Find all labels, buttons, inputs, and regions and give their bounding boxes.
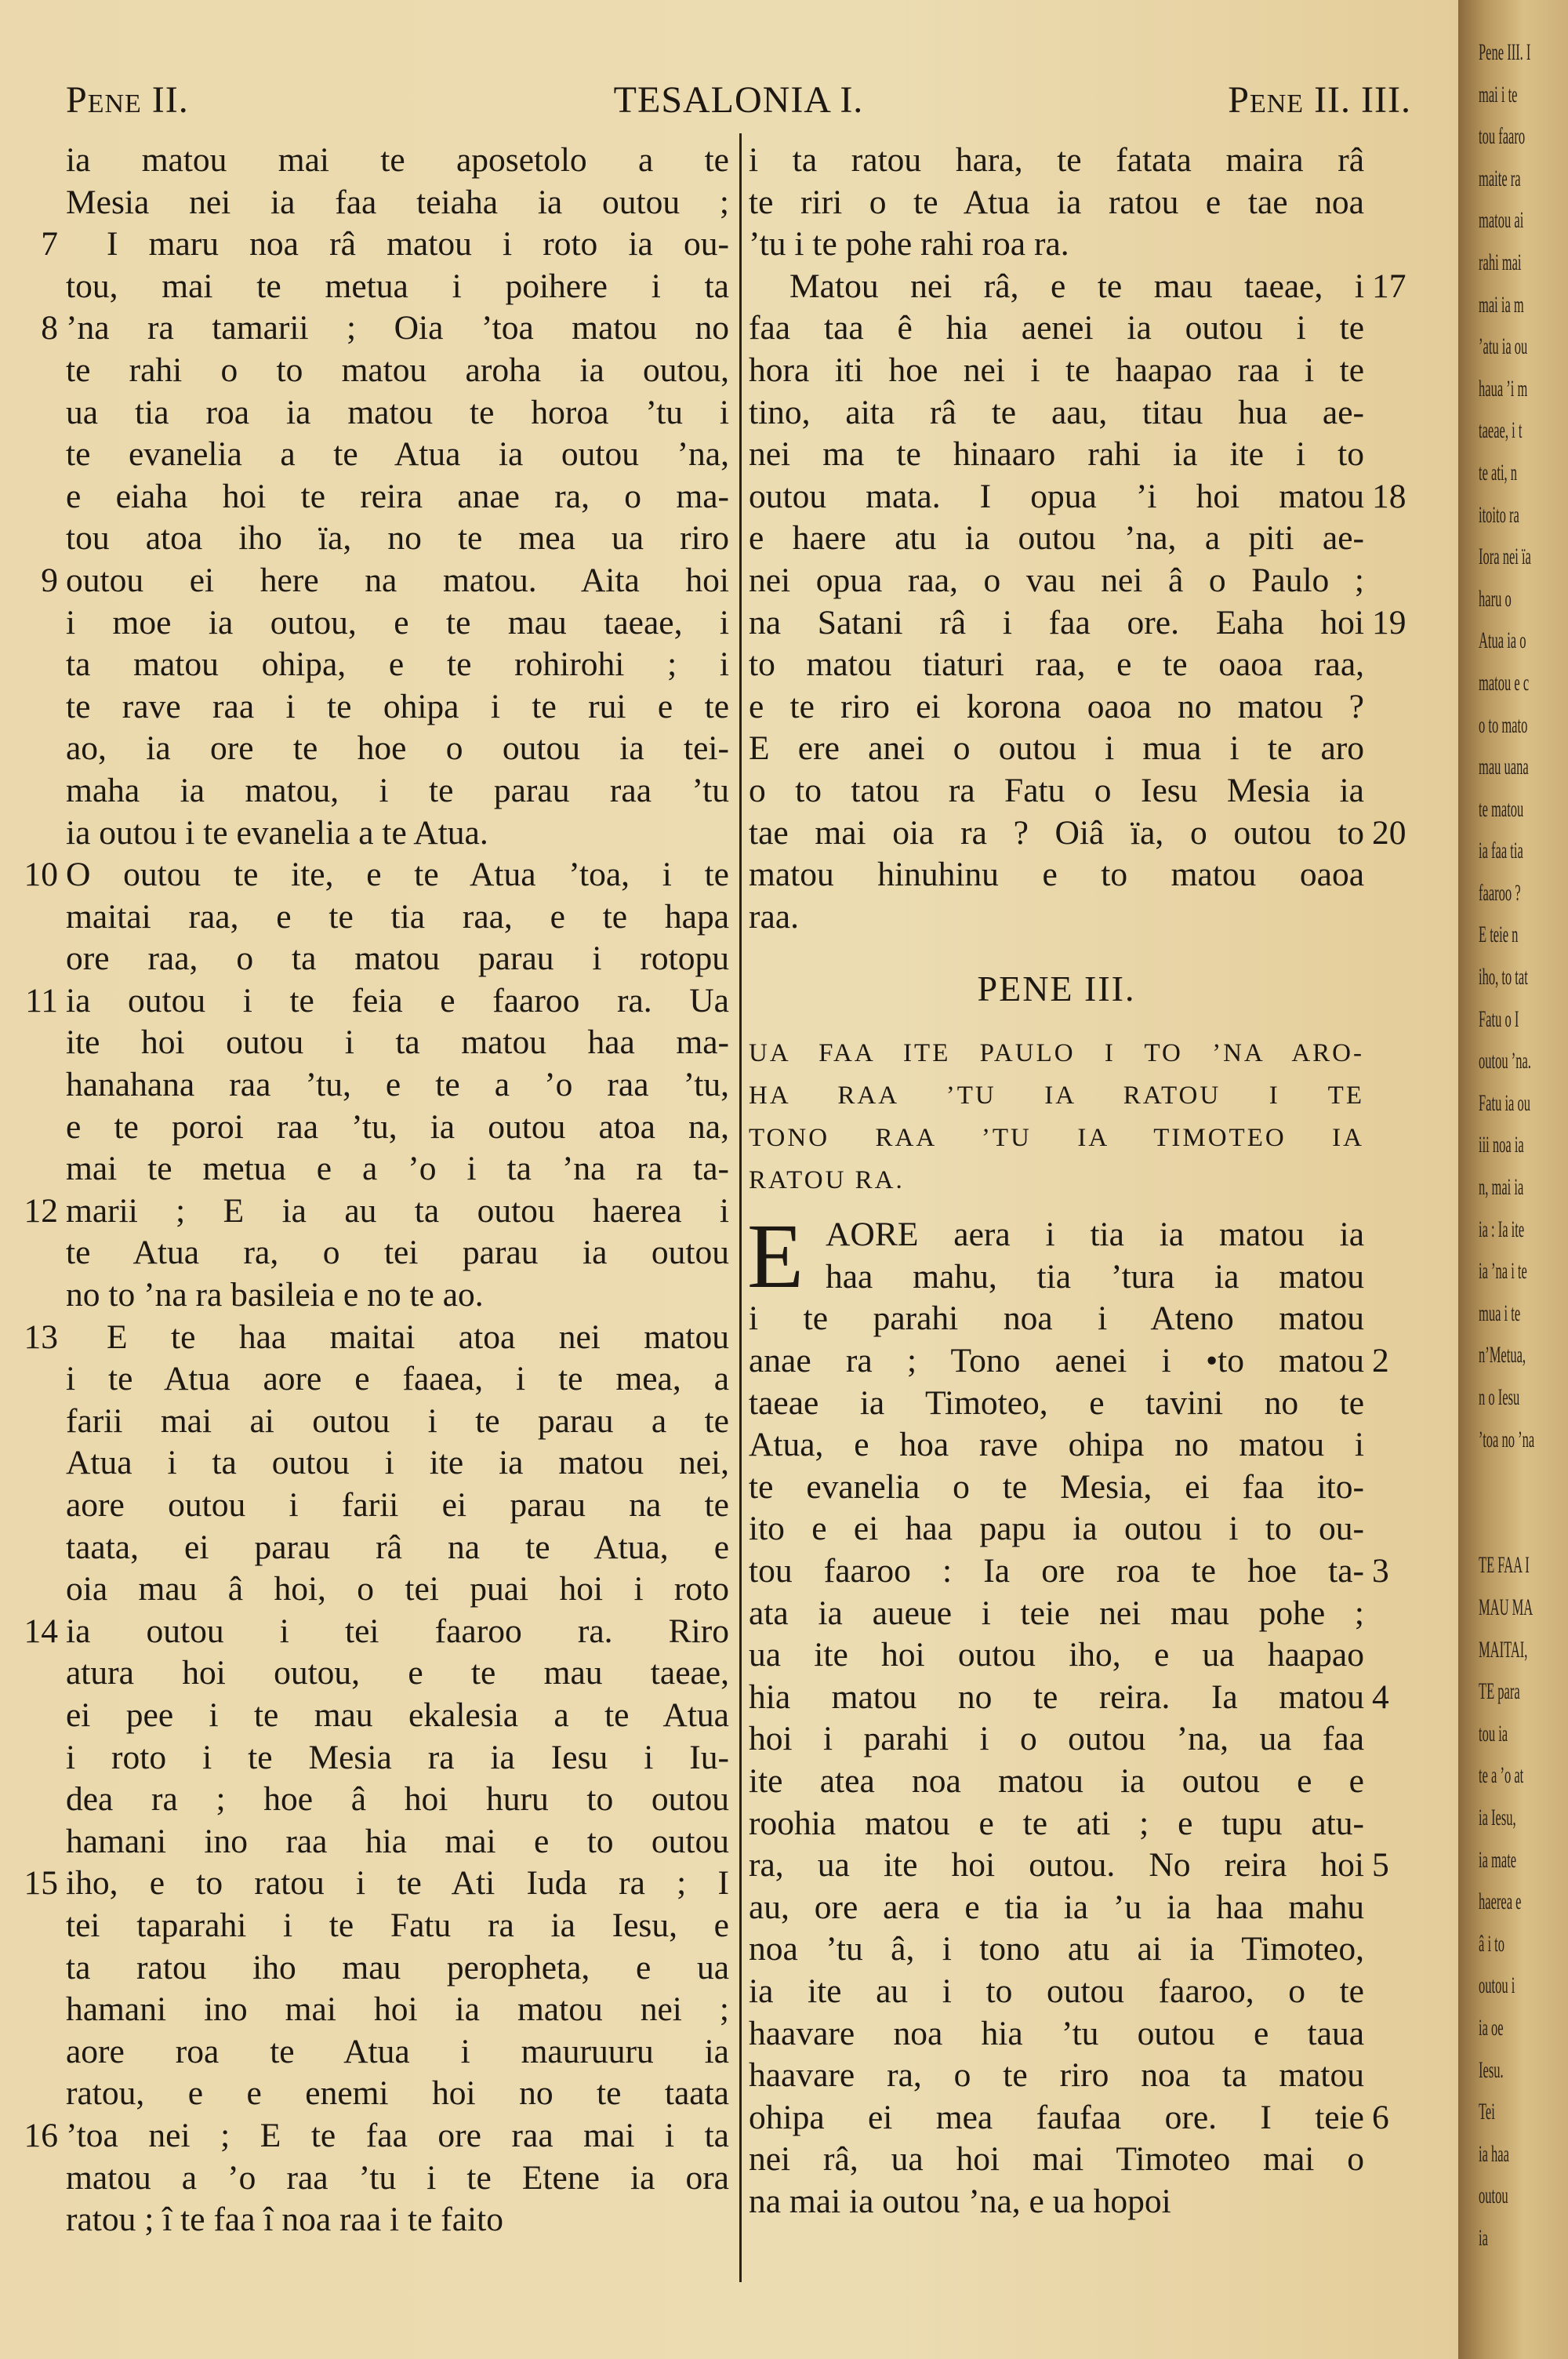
text-line xyxy=(66,2199,729,2241)
text-line xyxy=(66,686,729,729)
text-line xyxy=(66,2031,729,2074)
verse-text: oia mau â hoi, o tei puai hoi i roto xyxy=(66,1570,729,1608)
fragment-line: tou faaro xyxy=(1479,123,1526,150)
verse-text: e haere atu ia outou ’na, a piti ae- xyxy=(749,519,1364,558)
text-line xyxy=(749,1718,1364,1761)
fragment-line: Tei xyxy=(1479,2099,1495,2125)
text-line xyxy=(66,1821,729,1863)
verse-text: hora iti hoe nei i te haapao raa i te xyxy=(749,351,1364,389)
verse-text: ata ia aueue i teie nei mau pohe ; xyxy=(749,1594,1364,1632)
verse-text: roohia matou e te ati ; e tupu atu- xyxy=(749,1804,1364,1842)
summary-line: UA FAA ITE PAULO I TO ’NA ARO- xyxy=(749,1039,1364,1068)
verse-text: te evanelia a te Atua ia outou ’na, xyxy=(66,435,729,474)
text-line xyxy=(749,392,1364,434)
text-line xyxy=(66,602,729,645)
text-line xyxy=(66,896,729,939)
verse-text: O outou te ite, e te Atua ’toa, i te xyxy=(66,856,729,894)
verse-text: anae ra ; Tono aenei i •to matou xyxy=(749,1342,1364,1380)
verse-text: ito e ei haa papu ia outou i to ou- xyxy=(749,1510,1364,1548)
verse-text: te rave raa i te ohipa i te rui e te xyxy=(66,687,729,725)
verse-text: Mesia nei ia faa teiaha ia outou ; xyxy=(66,183,729,221)
verse-text: to matou tiaturi raa, e te oaoa raa, xyxy=(749,645,1364,684)
text-line xyxy=(749,2055,1364,2097)
left-column xyxy=(24,140,729,2241)
text-line xyxy=(749,1467,1364,1509)
verse-text: nei râ, ua hoi mai Timoteo mai o xyxy=(749,2140,1364,2179)
text-line xyxy=(66,518,729,560)
text-line xyxy=(66,476,729,518)
text-line xyxy=(749,266,1406,308)
verse-number: 13 xyxy=(24,1318,58,1356)
verse-number: 4 xyxy=(1372,1677,1389,1716)
running-header xyxy=(66,78,1411,125)
text-line xyxy=(66,350,729,392)
text-line xyxy=(66,1022,729,1064)
verse-text: i roto i te Mesia ra ia Iesu i Iu- xyxy=(66,1738,729,1776)
text-line xyxy=(66,1485,729,1527)
verse-text: haavare ra, o te riro noa ta matou xyxy=(749,2056,1364,2095)
fragment-line: matou e c xyxy=(1479,669,1530,696)
fragment-line: ’toa no ’na xyxy=(1479,1426,1535,1452)
verse-text: hia matou no te reira. Ia matou xyxy=(749,1677,1364,1716)
verse-number: 17 xyxy=(1372,267,1406,305)
text-line xyxy=(66,1401,729,1443)
verse-text: e te riro ei korona oaoa no matou ? xyxy=(749,687,1364,725)
verse-text: ’toa nei ; E te faa ore raa mai i ta xyxy=(66,2116,729,2154)
text-line xyxy=(66,728,729,770)
verse-text: tino, aita râ te aau, titau hua ae- xyxy=(749,393,1364,431)
verse-text: ua tia roa ia matou te horoa ’tu i xyxy=(66,393,729,431)
text-line xyxy=(66,1232,729,1274)
verse-number: 16 xyxy=(24,2116,58,2154)
chapter-3-opening xyxy=(747,1205,1364,1308)
text-line xyxy=(66,2157,729,2200)
fragment-line: iii noa ia xyxy=(1479,1132,1524,1158)
text-line: haa mahu, tia ’tura ia matou xyxy=(826,1257,1364,1296)
fragment-line: Fatu ia ou xyxy=(1479,1089,1530,1116)
fragment-line: te ati, n xyxy=(1479,459,1518,485)
header-book-title: TESALONIA I. xyxy=(613,79,864,121)
text-line xyxy=(749,518,1364,560)
verse-text: Matou nei râ, e te mau taeae, i xyxy=(789,267,1364,305)
verse-number: 5 xyxy=(1372,1846,1389,1885)
fragment-line xyxy=(1479,1460,1535,1503)
fragment-line: Iesu. xyxy=(1479,2056,1504,2083)
verse-number: 10 xyxy=(24,856,58,894)
verse-text: E ere anei o outou i mua i te aro xyxy=(749,729,1364,768)
verse-text: maitai raa, e te tia raa, e te hapa xyxy=(66,897,729,936)
verse-text: ore raa, o ta matou parau i rotopu xyxy=(66,940,729,978)
verse-text: ite hoi outou i ta matou haa ma- xyxy=(66,1023,729,1062)
verse-number: 20 xyxy=(1372,813,1406,852)
drop-cap-letter: E xyxy=(747,1205,804,1308)
verse-text: na mai ia outou ’na, e ua hopoi xyxy=(749,2182,1171,2220)
text-line xyxy=(749,1340,1389,1383)
verse-text: te evanelia o te Mesia, ei faa ito- xyxy=(749,1467,1364,1506)
text-line xyxy=(66,266,729,308)
verse-text: ta matou ohipa, e te rohirohi ; i xyxy=(66,645,729,684)
text-line xyxy=(24,1317,729,1359)
verse-number: 11 xyxy=(25,981,58,1020)
summary-line: TONO RAA ’TU IA TIMOTEO IA xyxy=(749,1124,1364,1153)
text-line xyxy=(41,224,729,266)
text-line xyxy=(749,350,1364,392)
text-line xyxy=(749,1845,1389,1887)
text-line xyxy=(749,1550,1389,1593)
verse-text: tou faaroo : Ia ore roa te hoe ta- xyxy=(749,1552,1364,1590)
verse-text: Atua, e hoa rave ohipa no matou i xyxy=(749,1426,1364,1464)
verse-text: e te poroi raa ’tu, ia outou atoa na, xyxy=(66,1107,729,1146)
text-line xyxy=(749,602,1406,645)
verse-text: tei taparahi i te Fatu ra ia Iesu, e xyxy=(66,1906,729,1944)
text-line xyxy=(749,434,1364,476)
text-line xyxy=(749,182,1364,224)
text-line xyxy=(41,307,729,350)
fragment-line: maite ra xyxy=(1479,165,1521,191)
verse-number: 14 xyxy=(24,1612,58,1650)
text-line xyxy=(66,434,729,476)
verse-number: 19 xyxy=(1372,603,1406,642)
fragment-line: outou i xyxy=(1479,1972,1515,1999)
fragment-line: faaroo ? xyxy=(1479,879,1521,906)
verse-text: iho, e to ratou i te Ati Iuda ra ; I xyxy=(66,1864,729,1903)
verse-text: tae mai oia ra ? Oiâ ïa, o outou to xyxy=(749,813,1364,852)
next-page-edge xyxy=(1458,0,1568,2359)
verse-number: 8 xyxy=(41,309,58,347)
fragment-line: Fatu o I xyxy=(1479,1005,1519,1032)
verse-text: ’tu i te pohe rahi roa ra. xyxy=(749,225,1069,264)
fragment-line: iho, to tat xyxy=(1479,964,1528,990)
text-line xyxy=(749,896,1364,939)
fragment-line: ia haa xyxy=(1479,2140,1509,2167)
text-line xyxy=(66,392,729,434)
text-line: AORE aera i tia ia matou ia xyxy=(826,1216,1364,1254)
verse-text: o to tatou ra Fatu o Iesu Mesia ia xyxy=(749,771,1364,809)
text-line xyxy=(749,1298,1364,1340)
verse-text: ia outou i te evanelia a te Atua. xyxy=(66,813,488,852)
verse-text: i te Atua aore e faaea, i te mea, a xyxy=(66,1360,729,1398)
verse-text: i te parahi noa i Ateno matou xyxy=(749,1299,1364,1338)
verse-text: E te haa maitai atoa nei matou xyxy=(107,1318,729,1356)
verse-text: ia ite au i to outou faaroo, o te xyxy=(749,1972,1364,2010)
fragment-line: haerea e xyxy=(1479,1888,1522,1915)
header-chapter-right: Pene II. III. xyxy=(1228,79,1411,121)
column-divider xyxy=(739,133,742,2282)
fragment-line: itoito ra xyxy=(1479,501,1519,528)
text-line xyxy=(749,644,1364,686)
fragment-line: taeae, i t xyxy=(1479,417,1523,444)
fragment-line: rahi mai xyxy=(1479,249,1522,275)
verse-number: 6 xyxy=(1372,2098,1389,2136)
text-line xyxy=(66,1527,729,1569)
verse-text: outou ei here na matou. Aita hoi xyxy=(66,561,729,599)
text-line xyxy=(66,1737,729,1779)
fragment-line: ’atu ia ou xyxy=(1479,333,1528,360)
text-line xyxy=(749,1803,1364,1845)
fragment-line: mau uana xyxy=(1479,754,1529,780)
fragment-line: o to mato xyxy=(1479,711,1528,738)
text-line xyxy=(66,1652,729,1695)
text-line xyxy=(749,686,1364,729)
verse-text: farii mai ai outou i te parau a te xyxy=(66,1401,729,1440)
verse-text: ratou, e e enemi hoi no te taata xyxy=(66,2074,729,2113)
verse-text: outou mata. I opua ’i hoi matou xyxy=(749,477,1364,515)
text-line xyxy=(66,1064,729,1107)
verse-text: atura hoi outou, e te mau taeae, xyxy=(66,1654,729,1692)
fragment-line: â i to xyxy=(1479,1930,1504,1957)
verse-text: no to ’na ra basileia e no te ao. xyxy=(66,1276,484,1314)
fragment-line: MAU MA xyxy=(1479,1594,1534,1620)
next-page-fragment xyxy=(1479,31,1535,2301)
verse-text: hoi i parahi i o outou ’na, ua faa xyxy=(749,1720,1364,1758)
verse-text: ratou ; î te faa î noa raa i te faito xyxy=(66,2201,503,2239)
verse-text: aore roa te Atua i mauruuru ia xyxy=(66,2032,729,2070)
chapter-3-title: PENE III. xyxy=(977,969,1136,1009)
verse-text: ia matou mai te aposetolo a te xyxy=(66,141,729,179)
verse-text: nei ma te hinaaro rahi ia ite i to xyxy=(749,435,1364,474)
fragment-line: ia xyxy=(1479,2224,1488,2251)
text-line xyxy=(66,812,729,855)
verse-text: ta ratou iho mau peropheta, e ua xyxy=(66,1948,729,1986)
verse-text: nei opua raa, o vau nei â o Paulo ; xyxy=(749,561,1364,599)
verse-text: i ta ratou hara, te fatata maira râ xyxy=(749,141,1364,179)
verse-number: 7 xyxy=(41,225,58,264)
fragment-line: ia : Ia ite xyxy=(1479,1216,1525,1242)
text-line xyxy=(749,2013,1364,2055)
verse-text: haavare noa hia ’tu outou e taua xyxy=(749,2014,1364,2052)
verse-text: hamani ino mai hoi ia matou nei ; xyxy=(66,1990,729,2029)
fragment-line: MAITAI, xyxy=(1479,1636,1528,1663)
fragment-line: mai i te xyxy=(1479,81,1518,107)
text-line xyxy=(66,1905,729,1947)
text-line xyxy=(749,1887,1364,1929)
verse-text: maha ia matou, i te parau raa ’tu xyxy=(66,771,729,809)
text-line xyxy=(66,1148,729,1190)
text-line xyxy=(66,1779,729,1821)
text-line xyxy=(749,1677,1389,1719)
verse-text: taata, ei parau râ na te Atua, e xyxy=(66,1528,729,1566)
text-line xyxy=(66,1107,729,1149)
verse-text: dea ra ; hoe â hoi huru to outou xyxy=(66,1780,729,1819)
fragment-line: n, mai ia xyxy=(1479,1174,1524,1201)
verse-text: i moe ia outou, e te mau taeae, i xyxy=(66,603,729,642)
text-line xyxy=(66,1568,729,1611)
text-line xyxy=(66,644,729,686)
fragment-line: TE FAA I xyxy=(1479,1552,1530,1579)
text-line xyxy=(66,2073,729,2115)
verse-text: aore outou i farii ei parau na te xyxy=(66,1486,729,1524)
verse-text: e eiaha hoi te reira anae ra, o ma- xyxy=(66,477,729,515)
verse-number: 12 xyxy=(24,1191,58,1230)
text-line xyxy=(749,1424,1364,1467)
text-line xyxy=(749,2139,1364,2181)
fragment-line: ia oe xyxy=(1479,2014,1504,2041)
fragment-line: haua ’i m xyxy=(1479,375,1528,402)
text-line xyxy=(66,1947,729,1990)
fragment-line: ia ’na i te xyxy=(1479,1258,1527,1285)
verse-text: ua ite hoi outou iho, e ua haapao xyxy=(749,1636,1364,1674)
text-line xyxy=(749,307,1364,350)
verse-text: ’na ra tamarii ; Oia ’toa matou no xyxy=(66,309,729,347)
verse-text: au, ore aera e tia ia ’u ia haa mahu xyxy=(749,1888,1364,1926)
verse-text: ite atea noa matou ia outou e e xyxy=(749,1762,1364,1800)
verse-text: hanahana raa ’tu, e te a ’o raa ’tu, xyxy=(66,1066,729,1104)
verse-text: ohipa ei mea faufaa ore. I teie xyxy=(749,2098,1364,2136)
verse-text: raa. xyxy=(749,897,799,936)
verse-text: te rahi o to matou aroha ia outou, xyxy=(66,351,729,389)
text-line xyxy=(749,2097,1389,2139)
text-line xyxy=(749,1928,1364,1971)
text-line xyxy=(749,1971,1364,2013)
fragment-line: matou ai xyxy=(1479,207,1524,234)
verse-text: te riri o te Atua ia ratou e tae noa xyxy=(749,183,1364,221)
text-line xyxy=(24,854,729,896)
verse-text: faa taa ê hia aenei ia outou i te xyxy=(749,309,1364,347)
text-line xyxy=(749,560,1364,602)
verse-text: mai te metua e a ’o i ta ’na ra ta- xyxy=(66,1150,729,1188)
fragment-line: mai ia m xyxy=(1479,291,1524,318)
verse-text: marii ; E ia au ta outou haerea i xyxy=(66,1191,729,1230)
fragment-line xyxy=(1479,1503,1535,1545)
fragment-line: E teie n xyxy=(1479,921,1519,948)
text-line xyxy=(66,1695,729,1737)
verse-text: ia outou i tei faaroo ra. Riro xyxy=(66,1612,729,1650)
text-line xyxy=(24,1863,729,1905)
fragment-line xyxy=(1479,2259,1535,2301)
fragment-line: te a ’o at xyxy=(1479,1762,1524,1789)
text-line xyxy=(66,1358,729,1401)
verse-text: te Atua ra, o tei parau ia outou xyxy=(66,1234,729,1272)
summary-line: RATOU RA. xyxy=(749,1166,905,1195)
fragment-line: Iora nei ïa xyxy=(1479,543,1531,570)
fragment-line: n o Iesu xyxy=(1479,1384,1520,1410)
fragment-line: ia mate xyxy=(1479,1846,1517,1873)
text-line xyxy=(66,938,729,980)
text-line xyxy=(24,2115,729,2157)
fragment-line: n’Metua, xyxy=(1479,1342,1526,1369)
text-line xyxy=(749,812,1406,855)
verse-text: I maru noa râ matou i roto ia ou- xyxy=(107,225,729,264)
fragment-line: TE para xyxy=(1479,1678,1520,1705)
text-line xyxy=(749,854,1364,896)
text-line xyxy=(66,770,729,812)
fragment-line: haru o xyxy=(1479,585,1512,612)
verse-text: tou, mai te metua i poihere i ta xyxy=(66,267,729,305)
verse-text: matou hinuhinu e to matou oaoa xyxy=(749,856,1364,894)
text-line xyxy=(749,1593,1364,1635)
verse-text: Atua i ta outou i ite ia matou nei, xyxy=(66,1444,729,1482)
text-line xyxy=(24,1611,729,1653)
text-line xyxy=(749,728,1364,770)
fragment-line: ia Iesu, xyxy=(1479,1804,1516,1830)
text-line xyxy=(66,1442,729,1485)
fragment-line: Pene III. I xyxy=(1479,39,1531,65)
verse-text: matou a ’o raa ’tu i te Etene ia ora xyxy=(66,2158,729,2197)
fragment-line: Atua ia o xyxy=(1479,627,1526,654)
chapter-3-summary xyxy=(749,1032,1364,1201)
text-line xyxy=(66,1989,729,2031)
fragment-line: mua i te xyxy=(1479,1299,1521,1326)
text-line xyxy=(25,980,729,1023)
verse-number: 3 xyxy=(1372,1552,1389,1590)
text-line xyxy=(749,2181,1364,2223)
header-chapter-left: Pene II. xyxy=(66,79,189,121)
fragment-line: outou ’na. xyxy=(1479,1048,1531,1074)
verse-number: 2 xyxy=(1372,1342,1389,1380)
fragment-line: outou xyxy=(1479,2183,1508,2209)
verse-text: ao, ia ore te hoe o outou ia tei- xyxy=(66,729,729,768)
text-line xyxy=(66,140,729,182)
verse-text: ra, ua ite hoi outou. No reira hoi xyxy=(749,1846,1364,1885)
text-line xyxy=(24,1190,729,1233)
verse-number: 15 xyxy=(24,1864,58,1903)
text-line xyxy=(749,770,1364,812)
fragment-line: te matou xyxy=(1479,795,1524,822)
verse-text: taeae ia Timoteo, e tavini no te xyxy=(749,1383,1364,1422)
right-column xyxy=(747,140,1406,2223)
text-line xyxy=(749,140,1364,182)
right-column-chapter-2-end xyxy=(749,140,1406,938)
verse-number: 18 xyxy=(1372,477,1406,515)
verse-text: hamani ino raa hia mai e to outou xyxy=(66,1822,729,1860)
text-line xyxy=(749,1383,1364,1425)
fragment-line: ia faa tia xyxy=(1479,838,1523,864)
text-line xyxy=(749,476,1406,518)
text-line xyxy=(749,1634,1364,1677)
text-line xyxy=(749,1508,1364,1550)
text-line xyxy=(66,1274,729,1317)
right-column-chapter-3-text xyxy=(749,1298,1389,2223)
text-line xyxy=(41,560,729,602)
verse-text: noa ’tu â, i tono atu ai ia Timoteo, xyxy=(749,1930,1364,1968)
verse-text: ei pee i te mau ekalesia a te Atua xyxy=(66,1696,729,1734)
verse-text: ia outou i te feia e faaroo ra. Ua xyxy=(66,981,729,1020)
text-line xyxy=(749,224,1364,266)
verse-number: 9 xyxy=(41,561,58,599)
text-line xyxy=(749,1761,1364,1803)
verse-text: na Satani râ i faa ore. Eaha hoi xyxy=(749,603,1364,642)
summary-line: HA RAA ’TU IA RATOU I TE xyxy=(749,1081,1364,1110)
text-line xyxy=(66,182,729,224)
fragment-line: tou ia xyxy=(1479,1720,1508,1747)
verse-text: tou atoa iho ïa, no te mea ua riro xyxy=(66,519,729,558)
